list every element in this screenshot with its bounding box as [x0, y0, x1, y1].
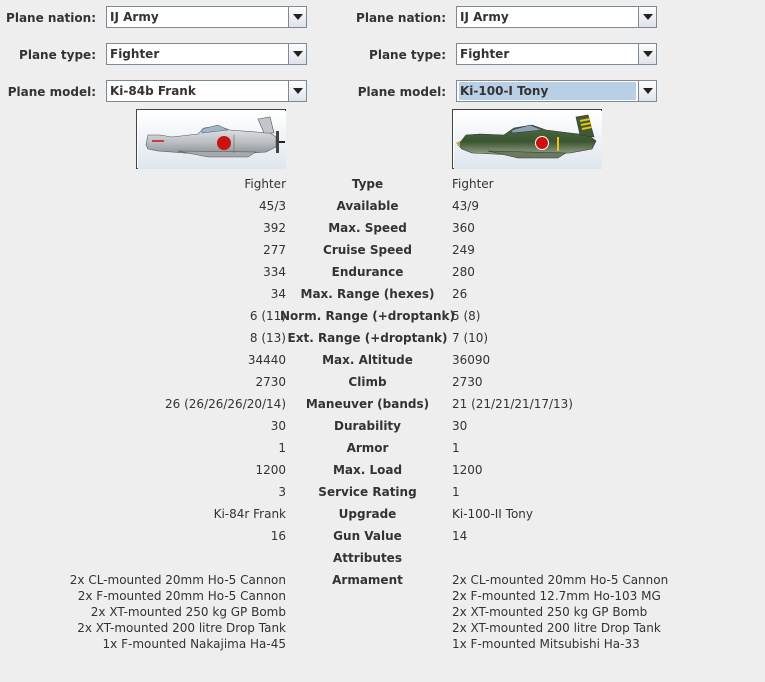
- stat-left-value: 6 (11): [249, 309, 286, 323]
- stat-left-value: 26 (26/26/26/20/14): [165, 397, 286, 411]
- stat-left-value: 30: [270, 419, 286, 433]
- stat-right-value: Ki-100-II Tony: [452, 507, 533, 521]
- stat-right-value: 14: [452, 529, 468, 543]
- chevron-down-icon[interactable]: [288, 7, 306, 27]
- armament-label: Armament: [332, 573, 403, 587]
- left-armament-list: [70, 572, 286, 652]
- right-armament-list: [452, 572, 668, 652]
- stat-right-value: 249: [452, 243, 475, 257]
- stat-label: Service Rating: [318, 485, 417, 499]
- right-nation-select[interactable]: [456, 6, 657, 28]
- right-type-label: Plane type:: [369, 48, 446, 62]
- left-nation-select[interactable]: [106, 6, 307, 28]
- list-item: 2x XT-mounted 250 kg GP Bomb: [90, 605, 286, 619]
- list-item: 2x CL-mounted 20mm Ho-5 Cannon: [452, 573, 669, 587]
- chevron-down-icon[interactable]: [638, 7, 656, 27]
- stat-right-value: 360: [452, 221, 475, 235]
- right-nation-value: IJ Army: [460, 10, 509, 24]
- stat-left-value: Ki-84r Frank: [213, 507, 286, 521]
- stat-right-value: 1: [452, 485, 460, 499]
- chevron-down-icon[interactable]: [288, 81, 306, 101]
- list-item: 2x F-mounted 20mm Ho-5 Cannon: [77, 589, 286, 603]
- left-nation-value: IJ Army: [110, 10, 159, 24]
- left-plane-image: [136, 109, 286, 169]
- list-item: 1x F-mounted Nakajima Ha-45: [102, 637, 286, 651]
- stat-label: Endurance: [331, 265, 404, 279]
- stat-left-value: 8 (13): [249, 331, 286, 345]
- list-item: 2x XT-mounted 200 litre Drop Tank: [452, 621, 661, 635]
- stat-left-value: Fighter: [244, 177, 286, 191]
- stat-right-value: 21 (21/21/21/17/13): [452, 397, 573, 411]
- stat-label: Type: [351, 177, 384, 191]
- chevron-down-icon[interactable]: [638, 81, 656, 101]
- right-model-label: Plane model:: [357, 85, 446, 99]
- stat-left-value: 16: [270, 529, 286, 543]
- stat-left-value: 1: [278, 441, 286, 455]
- stat-left-value: 3: [278, 485, 286, 499]
- stat-left-value: 392: [263, 221, 286, 235]
- list-item: 2x F-mounted 12.7mm Ho-103 MG: [452, 589, 661, 603]
- chevron-down-icon[interactable]: [288, 44, 306, 64]
- stat-left-value: 34: [270, 287, 286, 301]
- right-nation-label: Plane nation:: [356, 11, 446, 25]
- stat-right-value: 43/9: [452, 199, 479, 213]
- stat-label: Ext. Range (+droptank): [287, 331, 448, 345]
- stat-right-value: 30: [452, 419, 468, 433]
- stat-left-value: 2730: [255, 375, 286, 389]
- stat-left-value: 334: [263, 265, 286, 279]
- stat-label: Cruise Speed: [323, 243, 412, 257]
- right-model-select[interactable]: [456, 80, 657, 102]
- left-model-label: Plane model:: [7, 85, 96, 99]
- left-nation-label: Plane nation:: [6, 11, 96, 25]
- chevron-down-icon[interactable]: [638, 44, 656, 64]
- stat-label: Armor: [346, 441, 389, 455]
- stat-label: Max. Altitude: [322, 353, 413, 367]
- stat-left-value: 34440: [247, 353, 286, 367]
- stat-label: Durability: [333, 419, 401, 433]
- left-model-select[interactable]: [106, 80, 307, 102]
- stat-label: Max. Range (hexes): [300, 287, 435, 301]
- right-model-value: Ki-100-I Tony: [459, 82, 636, 100]
- right-type-value: Fighter: [460, 47, 510, 61]
- stat-label: Max. Speed: [328, 221, 407, 235]
- list-item: 2x CL-mounted 20mm Ho-5 Cannon: [69, 573, 286, 587]
- stat-label: Available: [336, 199, 399, 213]
- list-item: 2x XT-mounted 250 kg GP Bomb: [452, 605, 648, 619]
- stat-label: Norm. Range (+droptank): [280, 309, 455, 323]
- stat-right-value: 1: [452, 441, 460, 455]
- stat-label: Upgrade: [338, 507, 397, 521]
- stat-right-value: 1200: [452, 463, 483, 477]
- stat-label: Attributes: [333, 551, 402, 565]
- stat-label: Gun Value: [333, 529, 402, 543]
- stat-left-value: 45/3: [259, 199, 286, 213]
- stat-right-value: 2730: [452, 375, 483, 389]
- stat-left-value: 277: [263, 243, 286, 257]
- stat-right-value: 36090: [452, 353, 491, 367]
- list-item: 1x F-mounted Mitsubishi Ha-33: [452, 637, 640, 651]
- stat-left-value: 1200: [255, 463, 286, 477]
- plane-green-icon: [454, 111, 602, 169]
- stat-label: Climb: [348, 375, 387, 389]
- stat-right-value: 5 (8): [452, 309, 481, 323]
- stat-right-value: 26: [452, 287, 468, 301]
- stat-right-value: Fighter: [452, 177, 494, 191]
- left-type-select[interactable]: [106, 43, 307, 65]
- right-type-select[interactable]: [456, 43, 657, 65]
- stat-right-value: 7 (10): [452, 331, 489, 345]
- list-item: 2x XT-mounted 200 litre Drop Tank: [77, 621, 286, 635]
- left-type-value: Fighter: [110, 47, 160, 61]
- plane-silver-icon: [138, 111, 286, 169]
- stat-label: Maneuver (bands): [305, 397, 430, 411]
- stat-right-value: 280: [452, 265, 475, 279]
- stat-label: Max. Load: [332, 463, 403, 477]
- right-plane-image: [452, 109, 602, 169]
- left-model-value: Ki-84b Frank: [110, 84, 196, 98]
- left-type-label: Plane type:: [19, 48, 96, 62]
